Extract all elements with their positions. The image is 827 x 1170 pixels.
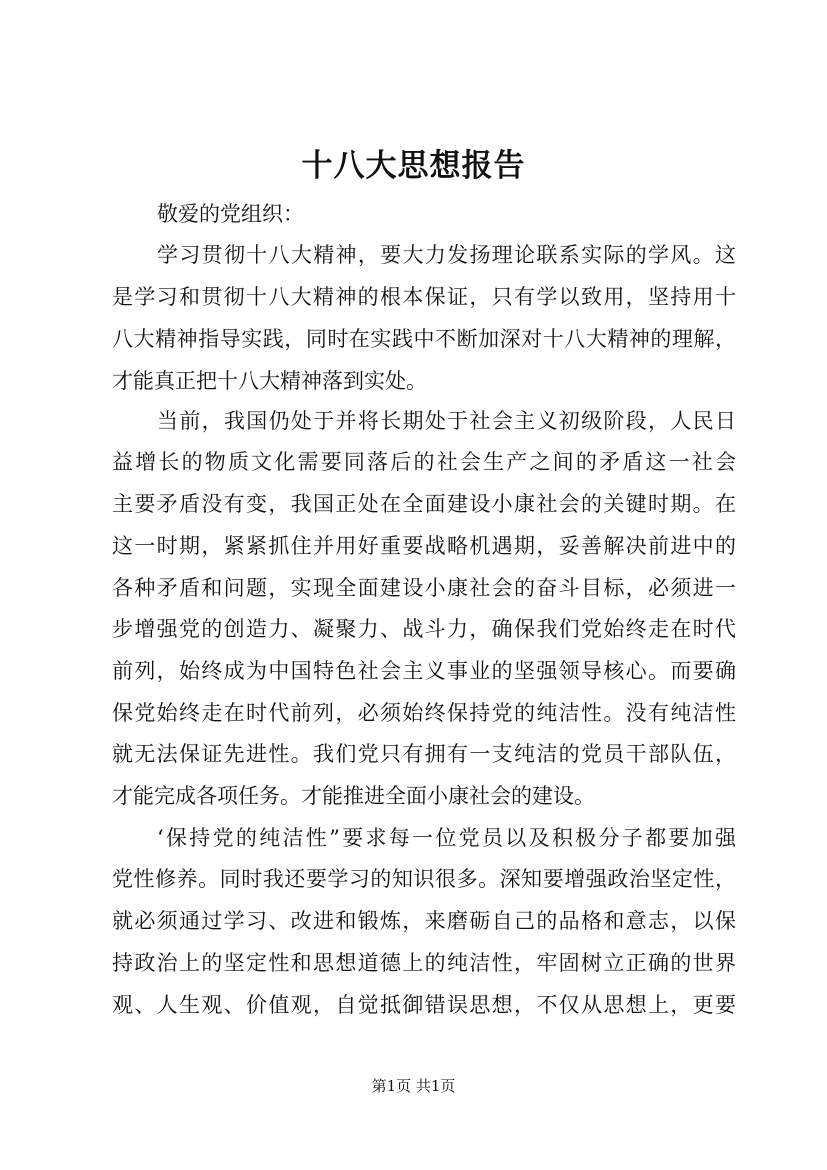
text-line: 步增强党的创造力、凝聚力、战斗力，确保我们党始终走在时代: [112, 617, 736, 641]
text-line: 持政治上的坚定性和思想道德上的纯洁性，牢固树立正确的世界: [112, 951, 736, 975]
text-line: 就无法保证先进性。我们党只有拥有一支纯洁的党员干部队伍，: [112, 742, 736, 766]
text-line: 前列，始终成为中国特色社会主义事业的坚强领导核心。而要确: [112, 659, 736, 683]
text-line: ‘保持党的纯洁性”要求每一位党员以及积极分子都要加强: [157, 826, 736, 850]
text-line: 就必须通过学习、改进和锻炼，来磨砺自己的品格和意志，以保: [112, 909, 736, 933]
text-line: 主要矛盾没有变，我国正处在全面建设小康社会的关键时期。在: [112, 492, 736, 516]
text-line: 各种矛盾和问题，实现全面建设小康社会的奋斗目标，必须进一: [112, 576, 736, 600]
salutation: 敬爱的党组织：: [157, 202, 304, 226]
text-line: 益增长的物质文化需要同落后的社会生产之间的矛盾这一社会: [112, 450, 736, 474]
page-footer: 第1页 共1页: [371, 1077, 456, 1095]
text-line: 才能完成各项任务。才能推进全面小康社会的建设。: [112, 784, 595, 808]
text-line: 是学习和贯彻十八大精神的根本保证，只有学以致用，坚持用十: [112, 285, 736, 309]
text-line: 才能真正把十八大精神落到实处。: [112, 369, 427, 393]
text-line: 当前，我国仍处于并将长期处于社会主义初级阶段，人民日: [157, 409, 736, 433]
text-line: 保党始终走在时代前列，必须始终保持党的纯洁性。没有纯洁性: [112, 701, 736, 725]
text-line: 八大精神指导实践，同时在实践中不断加深对十八大精神的理解，: [112, 327, 736, 351]
document-title: 十八大思想报告: [301, 148, 526, 184]
text-line: 这一时期，紧紧抓住并用好重要战略机遇期，妥善解决前进中的: [112, 534, 736, 558]
text-line: 观、人生观、价值观，自觉抵御错误思想，不仅从思想上，更要: [112, 993, 736, 1017]
text-line: 党性修养。同时我还要学习的知识很多。深知要增强政治坚定性，: [112, 867, 736, 891]
text-line: 学习贯彻十八大精神，要大力发扬理论联系实际的学风。这: [157, 243, 736, 267]
